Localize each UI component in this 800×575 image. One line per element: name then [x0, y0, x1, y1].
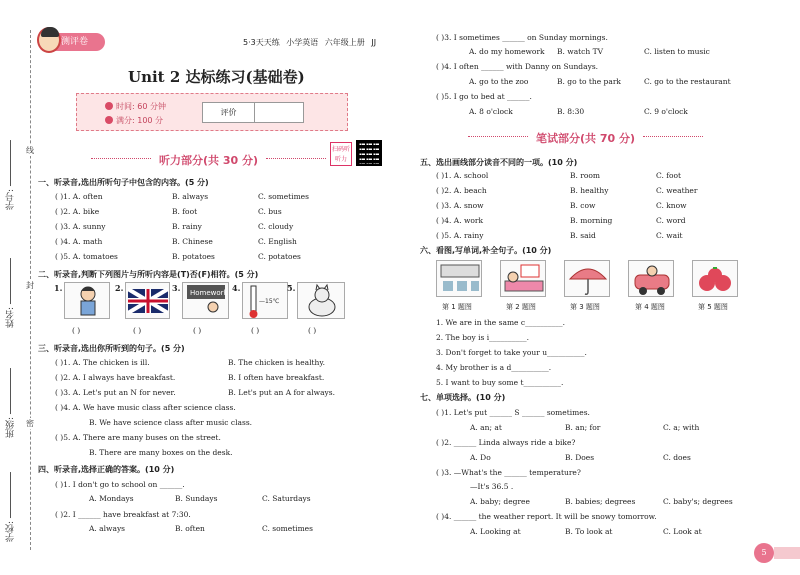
- class-label: 班级:: [4, 368, 17, 438]
- test-badge: 测评卷: [39, 33, 105, 51]
- question-item: ( )1. A. often: [55, 192, 103, 201]
- question-item: ( )4. A. work: [436, 216, 484, 225]
- option-c[interactable]: C. Saturdays: [262, 494, 311, 503]
- picture-ill-boy: [500, 260, 546, 297]
- question-item: ( )1. I don't go to school on ______.: [55, 480, 185, 489]
- answer-blank[interactable]: ( ): [133, 326, 142, 335]
- option-b[interactable]: B. said: [570, 231, 596, 240]
- question-item: ( )4. ______ the weather report. It will be snowy tomorrow.: [436, 512, 657, 521]
- part2-title: 二、听录音,判断下列图片与所听内容是(T)否(F)相符。(5 分): [38, 270, 259, 279]
- classroom-icon: [437, 261, 483, 298]
- option-c[interactable]: C. cloudy: [258, 222, 294, 231]
- question-item: ( )5. A. tomatoes: [55, 252, 118, 261]
- question-item: ( )3. I sometimes ______ on Sunday mornings.: [436, 33, 608, 42]
- option-b[interactable]: B. 8:30: [557, 107, 585, 116]
- option-b[interactable]: B. Chinese: [172, 237, 213, 246]
- option-b[interactable]: B. babies; degrees: [565, 497, 636, 506]
- answer-blank[interactable]: ( ): [72, 326, 81, 335]
- option-a[interactable]: A. Do: [470, 453, 491, 462]
- option-c[interactable]: C. sometimes: [258, 192, 309, 201]
- option-b[interactable]: B. Sundays: [175, 494, 218, 503]
- written-heading: 笔试部分(共 70 分): [536, 132, 636, 145]
- picture-boy: 1.: [64, 282, 110, 319]
- car-icon: [629, 261, 675, 298]
- school-label: 学校:: [4, 472, 17, 542]
- answer-blank[interactable]: ( ): [193, 326, 202, 335]
- option-b[interactable]: B. potatoes: [172, 252, 215, 261]
- score-label: 评价: [203, 103, 255, 122]
- option-b[interactable]: B. The chicken is healthy.: [228, 358, 326, 367]
- part3-title: 三、听录音,选出你所听到的句子。(5 分): [38, 344, 185, 353]
- option-b[interactable]: B. watch TV: [557, 47, 604, 56]
- question-item: ( )5. I go to bed at ______.: [436, 92, 532, 101]
- option-b[interactable]: B. Let's put an A for always.: [228, 388, 336, 397]
- bed-icon: [501, 261, 547, 298]
- option-a[interactable]: A. baby; degree: [470, 497, 530, 506]
- option-c[interactable]: C. bus: [258, 207, 282, 216]
- option-a[interactable]: A. Looking at: [470, 527, 521, 536]
- option-c[interactable]: C. 9 o'clock: [644, 107, 688, 116]
- option-c[interactable]: C. sometimes: [262, 524, 313, 533]
- caption: 第 3 题图: [570, 303, 600, 311]
- picture-driver: [628, 260, 674, 297]
- part7-title: 七、单项选择。(10 分): [420, 393, 506, 402]
- picture-thermometer: 4. —15℃: [242, 282, 288, 319]
- question-item: ( )3. A. sunny: [55, 222, 106, 231]
- student-id-label: 学号:: [4, 140, 17, 210]
- option-a[interactable]: A. do my homework: [469, 47, 545, 56]
- option-c[interactable]: C. a; with: [663, 423, 700, 432]
- option-a[interactable]: A. always: [89, 524, 126, 533]
- series-header: 5·3天天练 小学英语 六年级上册 JJ: [243, 38, 377, 47]
- blackboard-icon: [183, 283, 230, 320]
- question-item: ( )3. A. Let's put an N for never.: [55, 388, 176, 397]
- page-number: 5: [754, 543, 774, 563]
- question-item: ( )3. —What's the ______ temperature?: [436, 468, 581, 477]
- option-c[interactable]: C. know: [656, 201, 687, 210]
- picture-flag: 2.: [125, 282, 170, 319]
- seal-mark: 封: [26, 281, 34, 290]
- caption: 第 1 题图: [442, 303, 472, 311]
- listening-heading: 听力部分(共 30 分): [159, 154, 259, 167]
- option-b[interactable]: B. I often have breakfast.: [228, 373, 325, 382]
- fill-sentence[interactable]: 3. Don't forget to take your u__________.: [436, 348, 587, 357]
- seal-mark: 线: [26, 146, 34, 155]
- qr-code-icon[interactable]: [356, 140, 382, 166]
- umbrella-icon: [565, 261, 611, 298]
- picture-umbrella: [564, 260, 610, 297]
- option-b[interactable]: B. always: [172, 192, 209, 201]
- option-c[interactable]: C. potatoes: [258, 252, 301, 261]
- option-c[interactable]: C. baby's; degrees: [663, 497, 733, 506]
- fill-sentence[interactable]: 2. The boy is i__________.: [436, 333, 530, 342]
- thermometer-icon: [243, 283, 289, 320]
- name-label: 姓名:: [4, 258, 17, 328]
- option-b[interactable]: B. go to the park: [557, 77, 621, 86]
- picture-tomatoes: [692, 260, 738, 297]
- question-item: ( )5. A. There are many buses on the street.: [55, 433, 221, 442]
- option-b[interactable]: B. often: [175, 524, 205, 533]
- tomato-icon: [693, 261, 739, 298]
- info-box: [76, 93, 348, 131]
- page-title: Unit 2 达标练习(基础卷): [128, 68, 305, 86]
- time-row: 时间: 60 分钟: [105, 101, 166, 112]
- uk-flag-icon: [126, 283, 171, 320]
- fill-sentence[interactable]: 5. I want to buy some t__________.: [436, 378, 564, 387]
- option-b[interactable]: B. cow: [570, 201, 596, 210]
- option-c[interactable]: C. weather: [656, 186, 698, 195]
- option-b[interactable]: B. rainy: [172, 222, 202, 231]
- caption: 第 4 题图: [635, 303, 665, 311]
- question-item: ( )4. I often ______ with Danny on Sundays.: [436, 62, 599, 71]
- question-item: ( )1. A. school: [436, 171, 489, 180]
- option-a[interactable]: A. Mondays: [89, 494, 134, 503]
- question-item: ( )5. A. rainy: [436, 231, 484, 240]
- picture-homework: 3. Homework: [182, 282, 229, 319]
- question-item: ( )3. A. snow: [436, 201, 484, 210]
- option-b[interactable]: B. There are many boxes on the desk.: [89, 448, 233, 457]
- caption: 第 5 题图: [698, 303, 728, 311]
- option-a[interactable]: A. 8 o'clock: [469, 107, 513, 116]
- score-icon: [105, 116, 113, 124]
- picture-classroom: [436, 260, 482, 297]
- option-b[interactable]: B. To look at: [565, 527, 613, 536]
- option-c[interactable]: C. wait: [656, 231, 683, 240]
- svg-text:—15℃: —15℃: [259, 298, 280, 305]
- option-b[interactable]: B. room: [570, 171, 601, 180]
- option-c[interactable]: C. Look at: [663, 527, 702, 536]
- clock-icon: [105, 102, 113, 110]
- caption: 第 2 题图: [506, 303, 536, 311]
- question-item: ( )1. A. The chicken is ill.: [55, 358, 150, 367]
- boy-icon: [65, 283, 111, 320]
- option-c[interactable]: C. foot: [656, 171, 682, 180]
- question-item: ( )4. A. We have music class after science class.: [55, 403, 236, 412]
- full-score-row: 满分: 100 分: [105, 115, 163, 126]
- seal-mark: 密: [26, 419, 34, 428]
- option-b[interactable]: B. an; for: [565, 423, 601, 432]
- picture-cat: 5.: [297, 282, 345, 319]
- answer-blank[interactable]: ( ): [251, 326, 260, 335]
- question-item: ( )2. ______ Linda always ride a bike?: [436, 438, 576, 447]
- fill-sentence[interactable]: 1. We are in the same c__________.: [436, 318, 565, 327]
- score-box[interactable]: [202, 102, 304, 123]
- question-item: ( )1. Let's put ______ S ______ sometimes.: [436, 408, 590, 417]
- question-item: ( )2. A. I always have breakfast.: [55, 373, 176, 382]
- question-item: ( )2. A. beach: [436, 186, 487, 195]
- answer-blank[interactable]: ( ): [308, 326, 317, 335]
- part4-title: 四、听录音,选择正确的答案。(10 分): [38, 465, 175, 474]
- binding-margin: [0, 0, 40, 575]
- sick-cat-icon: [298, 283, 346, 320]
- option-c[interactable]: C. English: [258, 237, 297, 246]
- option-b[interactable]: B. healthy: [570, 186, 609, 195]
- option-c[interactable]: C. does: [663, 453, 691, 462]
- option-a[interactable]: A. an; at: [470, 423, 502, 432]
- option-b[interactable]: B. Does: [565, 453, 595, 462]
- question-item: ( )2. I ______ have breakfast at 7:30.: [55, 510, 191, 519]
- question-item: ( )2. A. bike: [55, 207, 100, 216]
- qr-label: 扫码听听力: [330, 142, 352, 166]
- fill-sentence[interactable]: 4. My brother is a d__________.: [436, 363, 552, 372]
- mascot-icon: [37, 27, 61, 53]
- question-answer: —It's 36.5 .: [470, 482, 514, 491]
- page-tab: [774, 547, 800, 559]
- option-a[interactable]: A. go to the zoo: [469, 77, 529, 86]
- part6-title: 六、看图,写单词,补全句子。(10 分): [420, 246, 552, 255]
- option-b[interactable]: B. morning: [570, 216, 613, 225]
- option-c[interactable]: C. listen to music: [644, 47, 710, 56]
- option-c[interactable]: C. word: [656, 216, 686, 225]
- option-c[interactable]: C. go to the restaurant: [644, 77, 731, 86]
- board-text: Homework: [190, 289, 228, 297]
- option-b[interactable]: B. foot: [172, 207, 198, 216]
- option-b[interactable]: B. We have science class after music class.: [89, 418, 253, 427]
- part1-title: 一、听录音,选出所听句子中包含的内容。(5 分): [38, 178, 209, 187]
- question-item: ( )4. A. math: [55, 237, 103, 246]
- part5-title: 五、选出画线部分读音不同的一项。(10 分): [420, 158, 578, 167]
